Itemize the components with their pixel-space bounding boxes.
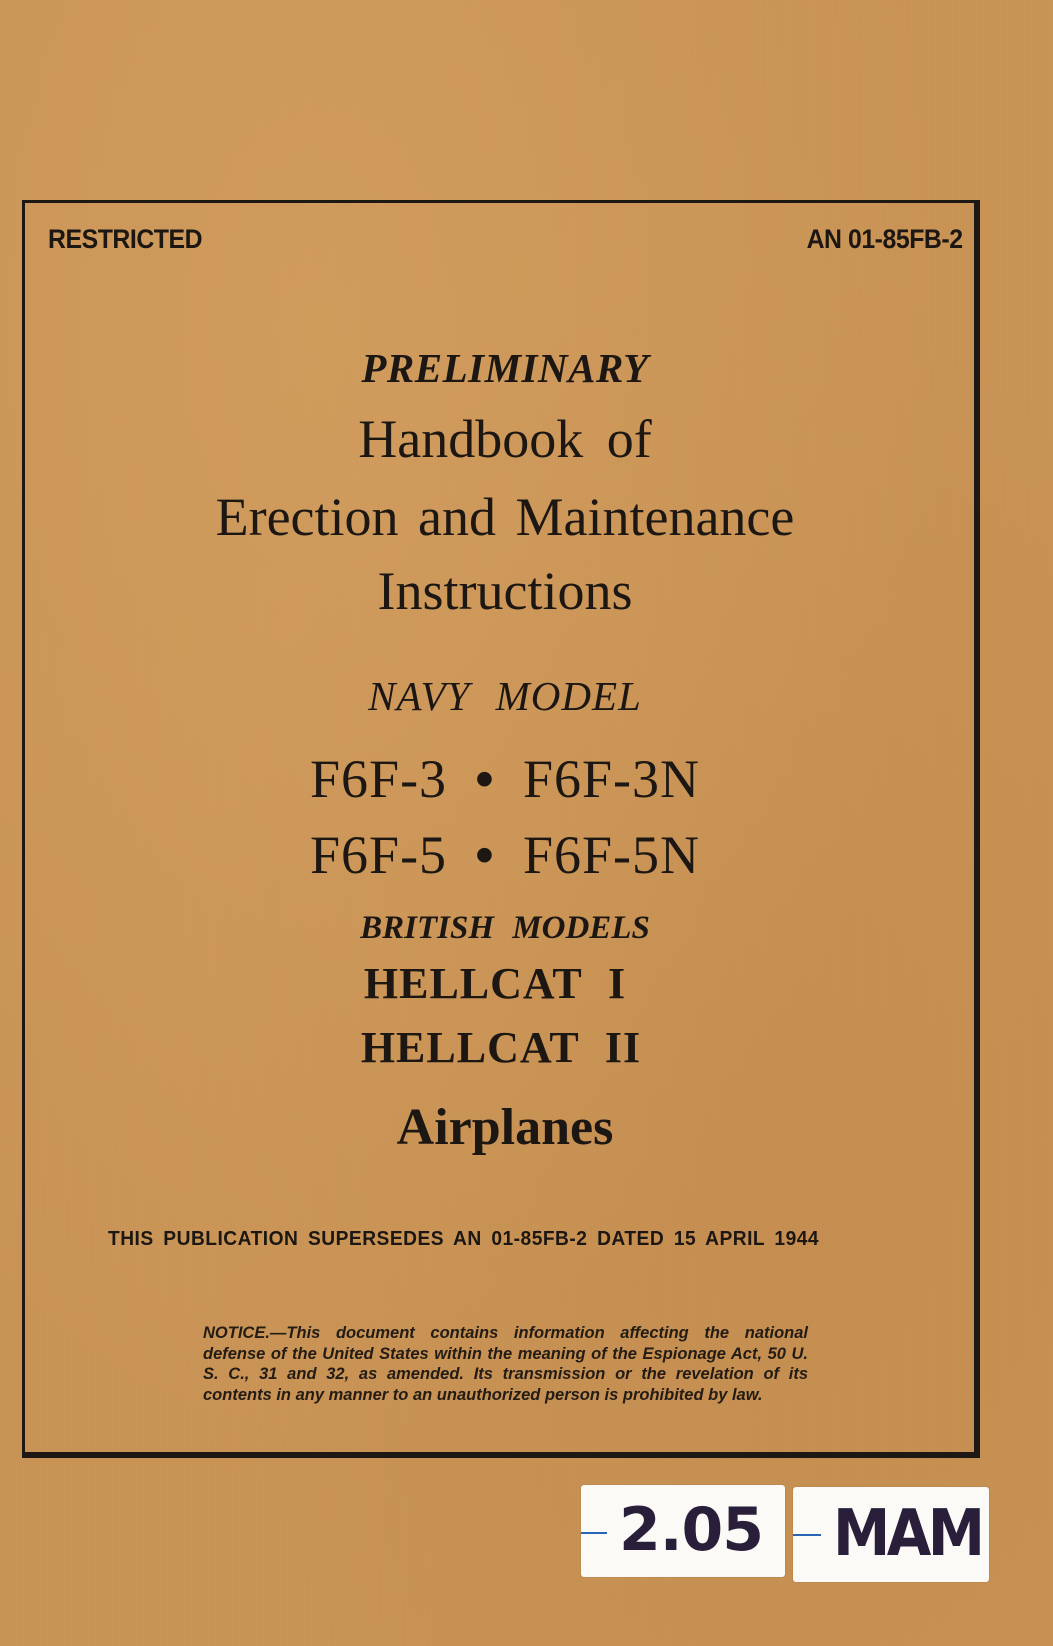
title-line-2: Erection and Maintenance: [215, 487, 795, 547]
navy-model-name: F6F-5: [310, 825, 448, 885]
navy-model-name: F6F-3N: [522, 749, 700, 809]
catalog-label: [793, 1487, 989, 1582]
bullet-separator-icon: •: [475, 825, 495, 885]
british-models-heading: BRITISH MODELS: [360, 910, 650, 946]
british-model-name: HELLCAT I: [363, 959, 627, 1008]
navy-model-name: F6F-3: [310, 749, 448, 809]
catalog-label: [581, 1485, 785, 1577]
title-line-3: Instructions: [377, 561, 633, 621]
navy-model-heading: NAVY MODEL: [368, 673, 642, 719]
preliminary-heading: PRELIMINARY: [361, 345, 649, 391]
subject-heading: Airplanes: [396, 1099, 614, 1156]
espionage-notice: NOTICE.—This document contains information affecting the national defense of the United States within the meaning of the Espionage Act, 50 U. S. C., 31 and 32, as amended. Its transmission or the revelation of its contents in any manner to an unauthorized person is prohibited by law.: [203, 1324, 808, 1404]
document-number: AN 01-85FB-2: [807, 224, 963, 254]
catalog-label-text: MAM: [833, 1497, 982, 1571]
title-line-1: Handbook of: [358, 409, 652, 469]
bullet-separator-icon: •: [475, 749, 495, 809]
navy-model-row: [0, 748, 1010, 810]
dash-mark: [581, 1532, 607, 1534]
dash-mark: [793, 1534, 821, 1536]
navy-model-name: F6F-5N: [522, 825, 700, 885]
supersedes-statement: THIS PUBLICATION SUPERSEDES AN 01-85FB-2 DATED 15 APRIL 1944: [108, 1228, 820, 1250]
british-model-name: HELLCAT II: [360, 1023, 642, 1072]
classification-marking: RESTRICTED: [48, 224, 203, 254]
navy-model-row: [0, 824, 1010, 886]
catalog-label-text: 2.05: [619, 1495, 764, 1565]
